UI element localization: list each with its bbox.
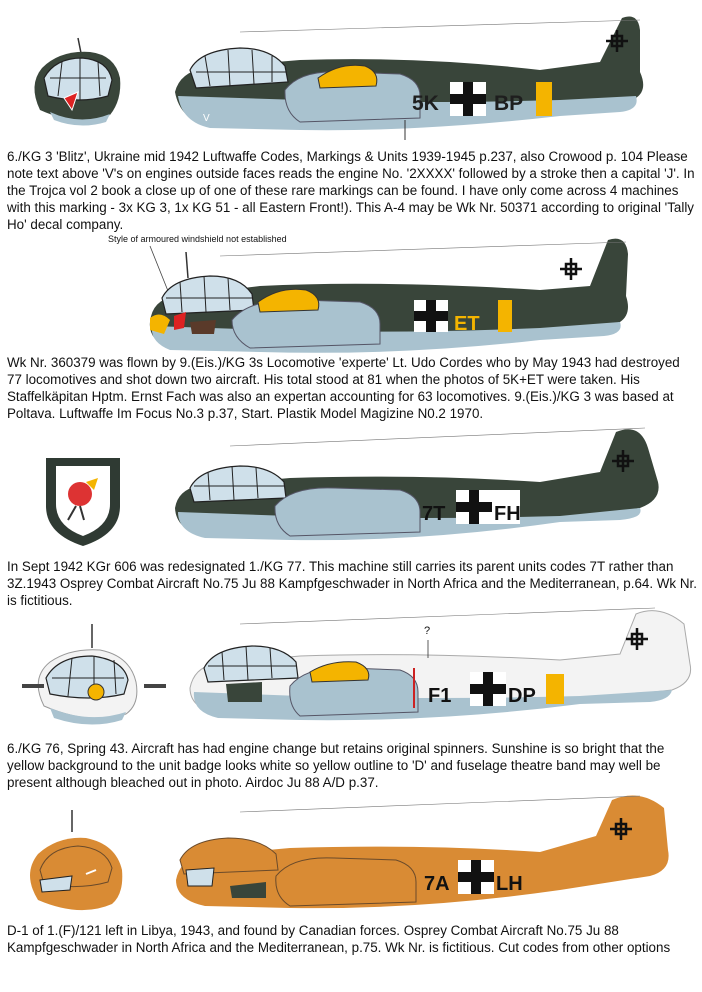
front-view-F1-DP bbox=[22, 624, 166, 725]
caption-1: 6./KG 3 'Blitz', Ukraine mid 1942 Luftwaffe Codes, Markings & Units 1939-1945 p.237, also Crowood p. 104 Please note text above 'V's on engines outside faces reads the engine No. '2XXXX' followed by a stroke then a capital 'J'. In the Trojca vol 2 book a close up of one of these rare markings can be found. I have only come across 4 machines with this marking - 3x KG 3, 1x KG 51 - all Eastern Front!). This A-4 may be Wk Nr. 50371 according to original 'Tally Ho' decal company. bbox=[7, 149, 695, 232]
profile-2 bbox=[0, 230, 702, 440]
code-left: 7A bbox=[424, 873, 450, 895]
code-right: BP bbox=[494, 92, 524, 115]
caption-5: D-1 of 1.(F)/121 left in Libya, 1943, and found by Canadian forces. Osprey Combat Aircraft No.75 Ju 88 Kampfgeschwader in North Africa and the Mediterranean, p.75. Wk Nr. is fictitious. Cut codes from other options bbox=[7, 923, 671, 955]
windshield-note: Style of armoured windshield not established bbox=[108, 234, 287, 244]
unit-badge-rooster bbox=[46, 458, 120, 546]
caption-4: 6./KG 76, Spring 43. Aircraft has had engine change but retains original spinners. Sunshine is so bright that the yellow background to the unit badge looks white so yellow outline to 'D' and fuselage theatre band may well be present although bleached out in photo. Airdoc Ju 88 A/D p.37. bbox=[7, 741, 665, 790]
code-left: 7T bbox=[422, 503, 446, 525]
front-view-5K-BP bbox=[34, 38, 120, 126]
code-left: F1 bbox=[428, 685, 452, 707]
code-right: ET bbox=[454, 313, 480, 335]
code-right: DP bbox=[508, 685, 536, 707]
caption-2: Wk Nr. 360379 was flown by 9.(Eis.)/KG 3s Locomotive 'experte' Lt. Udo Cordes who by May 1943 had destroyed 77 locomotives and shot down two aircraft. His total stood at 81 when the photos of 5K+ET were taken. His Staffelkäpitan Hptm. Ernst Fach was also an expertan accounting for 63 locomotives. 9.(Eis.)/KG 3 was based at Poltava. Luftwaffe Im Focus No.3 p.37, Start. Plastik Model Magizine N0.2 1970. bbox=[7, 355, 680, 421]
profile-1 bbox=[0, 0, 702, 240]
side-view-5K-BP bbox=[175, 17, 643, 141]
aircraft-drawing-7A-LH bbox=[0, 790, 702, 920]
profile-3 bbox=[0, 420, 702, 610]
code-right: LH bbox=[496, 873, 523, 895]
aircraft-drawing-5K-BP bbox=[0, 0, 702, 150]
aircraft-drawing-ET bbox=[0, 230, 702, 355]
front-view-7A-LH bbox=[30, 810, 122, 910]
aircraft-drawing-F1-DP bbox=[0, 604, 702, 734]
engine-mark: V bbox=[203, 113, 210, 124]
code-right: FH bbox=[494, 503, 521, 525]
profile-5 bbox=[0, 790, 702, 992]
caption-3: In Sept 1942 KGr 606 was redesignated 1./KG 77. This machine still carries its parent units codes 7T rather than 3Z.1943 Osprey Combat Aircraft No.75 Ju 88 Kampfgeschwader in North Africa and the Mediterranean, p.64. Wk Nr. is fictitious. bbox=[7, 559, 697, 608]
aircraft-drawing-7T-FH bbox=[0, 420, 702, 560]
note-question: ? bbox=[424, 625, 431, 637]
code-left: 5K bbox=[412, 92, 439, 115]
profile-4 bbox=[0, 604, 702, 804]
